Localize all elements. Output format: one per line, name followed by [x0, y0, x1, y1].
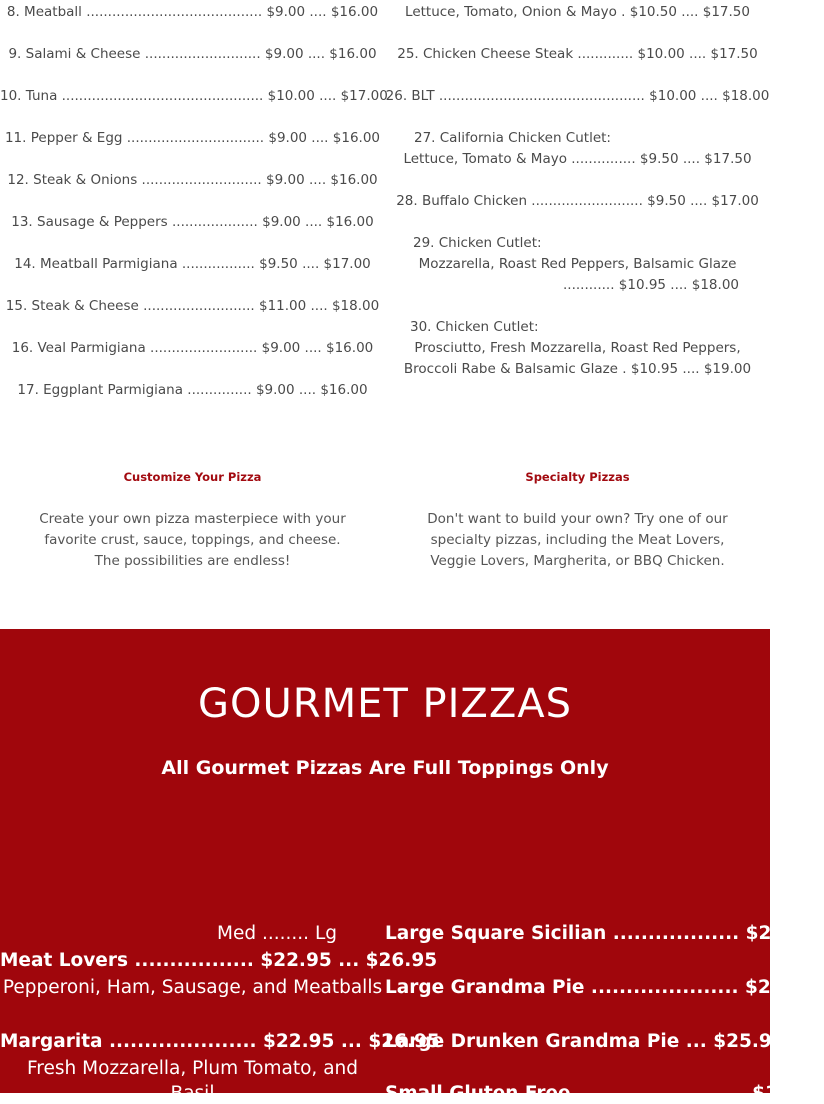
- menu-item-27-name: 27. California Chicken Cutlet:: [414, 130, 611, 146]
- menu-item-13: 13. Sausage & Peppers .................... $9.00 .... $16.00: [11, 214, 374, 230]
- sicilian-price: Large Square Sicilian .................. $20.95: [385, 923, 818, 944]
- meat-lovers-price: Meat Lovers ................. $22.95 ... $26.95: [0, 950, 438, 971]
- meat-lovers-desc: Pepperoni, Ham, Sausage, and Meatballs: [2, 977, 383, 998]
- gluten-free-price: Small Gluten Free ........................ $14.50: [385, 1083, 824, 1104]
- drunken-grandma-price: Large Drunken Grandma Pie ... $25.95: [385, 1031, 785, 1052]
- menu-item-15: 15. Steak & Cheese .......................... $11.00 .... $18.00: [5, 298, 380, 314]
- menu-item-30-detail: Prosciutto, Fresh Mozzarella, Roast Red Peppers,: [414, 340, 741, 356]
- menu-item-29-name: 29. Chicken Cutlet:: [413, 235, 542, 251]
- menu-item-17: 17. Eggplant Parmigiana ............... $9.00 .... $16.00: [17, 382, 368, 398]
- gourmet-title: GOURMET PIZZAS: [198, 681, 572, 727]
- menu-item-9: 9. Salami & Cheese ........................... $9.00 .... $16.00: [8, 46, 377, 62]
- menu-item-10: 10. Tuna ............................................... $10.00 .... $17.00: [0, 88, 388, 104]
- margarita-price: Margarita ..................... $22.95 ... $26.95: [0, 1031, 440, 1052]
- menu-item-29-detail: Mozzarella, Roast Red Peppers, Balsamic Glaze: [418, 256, 737, 272]
- menu-item-28: 28. Buffalo Chicken .......................... $9.50 .... $17.00: [396, 193, 759, 209]
- size-header: Med ........ Lg: [217, 923, 337, 944]
- menu-item-8: 8. Meatball ......................................... $9.00 .... $16.00: [6, 4, 379, 20]
- menu-item-25: 25. Chicken Cheese Steak ............. $10.00 .... $17.50: [397, 46, 758, 62]
- grandma-price: Large Grandma Pie ..................... $24.95: [385, 977, 817, 998]
- menu-item-24-detail: Lettuce, Tomato, Onion & Mayo . $10.50 .... $17.50: [405, 4, 750, 20]
- menu-item-30-name: 30. Chicken Cutlet:: [410, 319, 539, 335]
- menu-item-27-detail: Lettuce, Tomato & Mayo ............... $9.50 .... $17.50: [403, 151, 752, 167]
- menu-item-26: 26. BLT ................................................ $10.00 .... $18.00: [385, 88, 770, 104]
- gourmet-subtitle: All Gourmet Pizzas Are Full Toppings Only: [161, 757, 609, 779]
- menu-item-11: 11. Pepper & Egg ................................ $9.00 .... $16.00: [4, 130, 381, 146]
- menu-item-30-price: Broccoli Rabe & Balsamic Glaze . $10.95 .... $19.00: [403, 361, 752, 377]
- customize-text: Create your own pizza masterpiece with your favorite crust, sauce, toppings, and cheese. The possibilities are endless!: [39, 511, 346, 569]
- specialty-text: Don't want to build your own? Try one of our specialty pizzas, including the Meat Lovers, Veggie Lovers, Margherita, or BBQ Chicken.: [427, 511, 728, 569]
- menu-item-16: 16. Veal Parmigiana ......................... $9.00 .... $16.00: [11, 340, 374, 356]
- menu-item-12: 12. Steak & Onions ............................ $9.00 .... $16.00: [7, 172, 378, 188]
- gourmet-pizzas-section: [0, 629, 824, 1104]
- menu-item-29-price: ............ $10.95 .... $18.00: [562, 277, 739, 293]
- specialty-title: Specialty Pizzas: [525, 470, 630, 484]
- customize-title: Customize Your Pizza: [123, 470, 262, 484]
- menu-item-14: 14. Meatball Parmigiana ................. $9.50 .... $17.00: [14, 256, 371, 272]
- margarita-desc-2: Basil: [170, 1083, 215, 1104]
- margarita-desc: Fresh Mozzarella, Plum Tomato, and: [26, 1058, 358, 1079]
